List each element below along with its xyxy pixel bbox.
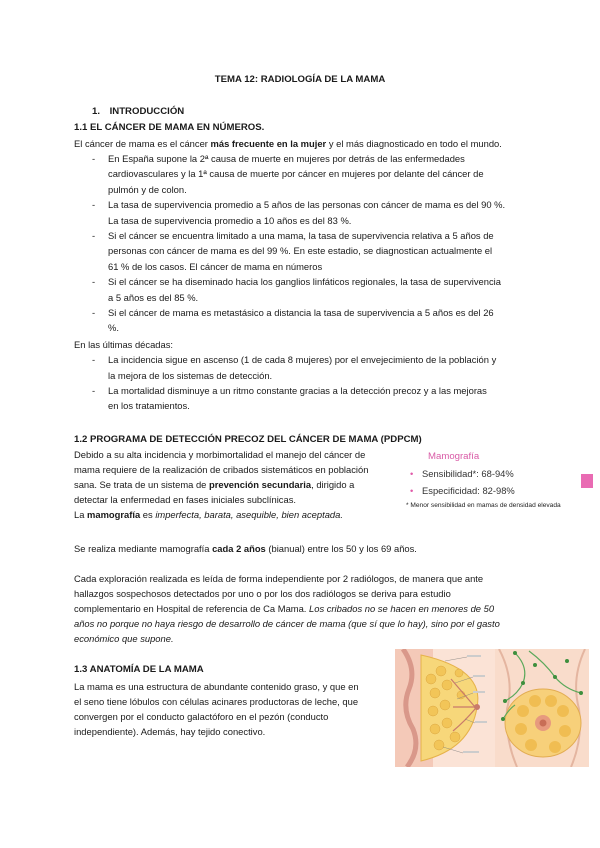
sensibilidad-row (410, 468, 514, 479)
lectura-text: complementario en Hospital de referencia de Ca Mama. (74, 603, 310, 614)
cribado-text-a: Se realiza mediante mamografía (74, 543, 213, 554)
list-item-line: en los tratamientos. (108, 400, 190, 412)
anatomia-line-3: convergen por el conducto galactóforo en el pezón (conducto (74, 711, 329, 722)
section-heading-introduccion: 1. INTRODUCCIÓN (92, 106, 185, 117)
list-item-line: a 5 años es del 85 %. (108, 291, 199, 303)
pdpcm-l5-c: es (140, 509, 156, 520)
list-item-line: 61 % de los casos. El cáncer de mama en números (108, 260, 323, 272)
list-item-line: La tasa de supervivencia promedio a 5 años de las personas con cáncer de mama es del 90 %. (108, 199, 506, 211)
list-item-line: Si el cáncer se encuentra limitado a una mama, la tasa de supervivencia relativa a 5 años de (108, 230, 494, 241)
especificidad-row (410, 485, 515, 496)
pdpcm-line-4: detectar la enfermedad en fases iniciales subclínicas. (74, 494, 296, 505)
bullet-dash-icon: - (92, 385, 96, 396)
page-title: TEMA 12: RADIOLOGÍA DE LA MAMA (214, 74, 386, 85)
lectura-line-4: años no porque no haya riesgo de desarrollo de cáncer de mama (que sí que lo hay), sino por el gasto (74, 618, 500, 629)
list-item-line: La mortalidad disminuye a un ritmo constante gracias a la detección precoz y a las mejoras (108, 385, 487, 396)
lectura-line-1: Cada exploración realizada es leída de forma independiente por 2 radiólogos, de manera que ante (74, 573, 484, 584)
cribado-text-c: (bianual) entre los 50 y los 69 años. (265, 543, 417, 554)
anatomia-line-1: La mama es una estructura de abundante contenido graso, y que en (74, 681, 359, 692)
breast-anatomy-illustration (395, 649, 589, 767)
list-item-line: Si el cáncer de mama es metastásico a distancia la tasa de supervivencia a 5 años es del 26 (108, 307, 494, 318)
pdpcm-line-5 (74, 507, 343, 523)
pdpcm-l5-bold: mamografía (87, 509, 141, 520)
mamografia-box-title: Mamografía (428, 451, 480, 462)
list-item-line: la mejora de los sistemas de detección. (108, 369, 273, 381)
anatomia-line-4: independiente). Además, hay tejido conectivo. (74, 726, 266, 737)
list-item-line: La incidencia sigue en ascenso (1 de cada 8 mujeres) por el envejecimiento de la población y (108, 354, 497, 366)
bullet-dot-icon: • (410, 485, 414, 496)
list-item-line: En España supone la 2ª causa de muerte en mujeres por detrás de las enfermedades (108, 153, 465, 164)
subsection-heading-pdpcm: 1.2 PROGRAMA DE DETECCIÓN PRECOZ DEL CÁNCER DE MAMA (PDPCM) (74, 434, 422, 445)
subsection-heading-numeros: 1.1 EL CÁNCER DE MAMA EN NÚMEROS. (74, 122, 265, 133)
bullet-dash-icon: - (92, 276, 96, 288)
cribado-bold: cada 2 años (212, 543, 266, 554)
list-item-line: Si el cáncer se ha diseminado hacia los ganglios linfáticos regionales, la tasa de supervivencia (108, 276, 501, 288)
pdpcm-text-end: , dirigido a (311, 479, 355, 490)
pdpcm-line-3 (74, 477, 354, 493)
sensibilidad-text: Sensibilidad*: 68-94% (422, 468, 514, 479)
lectura-line-2: hallazgos sospechosos detectados por uno o por los dos radiólogos se deriva para estudio (74, 588, 451, 599)
anatomia-line-2: el seno tiene lóbulos con células acinares productoras de leche, que (74, 696, 359, 707)
list-item-line: pulmón y de colon. (108, 183, 187, 195)
intro-text-a: El cáncer de mama es el cáncer (74, 138, 211, 149)
pink-tab-marker (581, 474, 593, 488)
bullet-dash-icon: - (92, 307, 96, 318)
intro-paragraph (74, 136, 502, 152)
lectura-line-5: económico que supone. (74, 633, 174, 644)
intro-text-bold: más frecuente en la mujer (210, 138, 327, 149)
subsection-heading-anatomia: 1.3 ANATOMÍA DE LA MAMA (74, 664, 204, 675)
especificidad-text: Especificidad: 82-98% (422, 485, 515, 496)
bullet-dash-icon: - (92, 354, 96, 366)
list-item-line: %. (108, 322, 119, 334)
intro-text-c: y el más diagnosticado en todo el mundo. (326, 138, 502, 149)
pdpcm-bold: prevención secundaria (208, 479, 312, 490)
list-item-line: cardiovasculares y la 1ª causa de muerte por cáncer en mujeres por delante del cáncer de (108, 168, 484, 180)
breast-anatomy-illustration-icon (395, 649, 589, 767)
bullet-dash-icon: - (92, 230, 96, 241)
pdpcm-line-1: Debido a su alta incidencia y morbimortalidad el manejo del cáncer de (74, 449, 366, 460)
pdpcm-l5-italic: imperfecta, barata, asequible, bien aceptada. (155, 509, 343, 520)
lectura-line-3 (74, 601, 494, 617)
decades-label: En las últimas décadas: (74, 338, 174, 350)
bullet-dash-icon: - (92, 199, 96, 211)
lectura-italic: Los cribados no se hacen en menores de 50 (309, 603, 495, 614)
bullet-dot-icon: • (410, 468, 414, 479)
pdpcm-l5-a: La (74, 509, 88, 520)
sensibilidad-note: * Menor sensibilidad en mamas de densidad elevada (406, 502, 561, 509)
list-item-line: personas con cáncer de mama es del 99 %. En este estadio, se diagnostican actualmente el (108, 245, 493, 257)
cribado-frequency (74, 541, 417, 557)
pdpcm-line-2: mama requiere de la realización de cribados sistemáticos en población (74, 464, 369, 475)
list-item-line: La tasa de supervivencia promedio a 10 años es del 83 %. (108, 214, 352, 226)
bullet-dash-icon: - (92, 153, 96, 164)
pdpcm-text: sana. Se trata de un sistema de (74, 479, 209, 490)
